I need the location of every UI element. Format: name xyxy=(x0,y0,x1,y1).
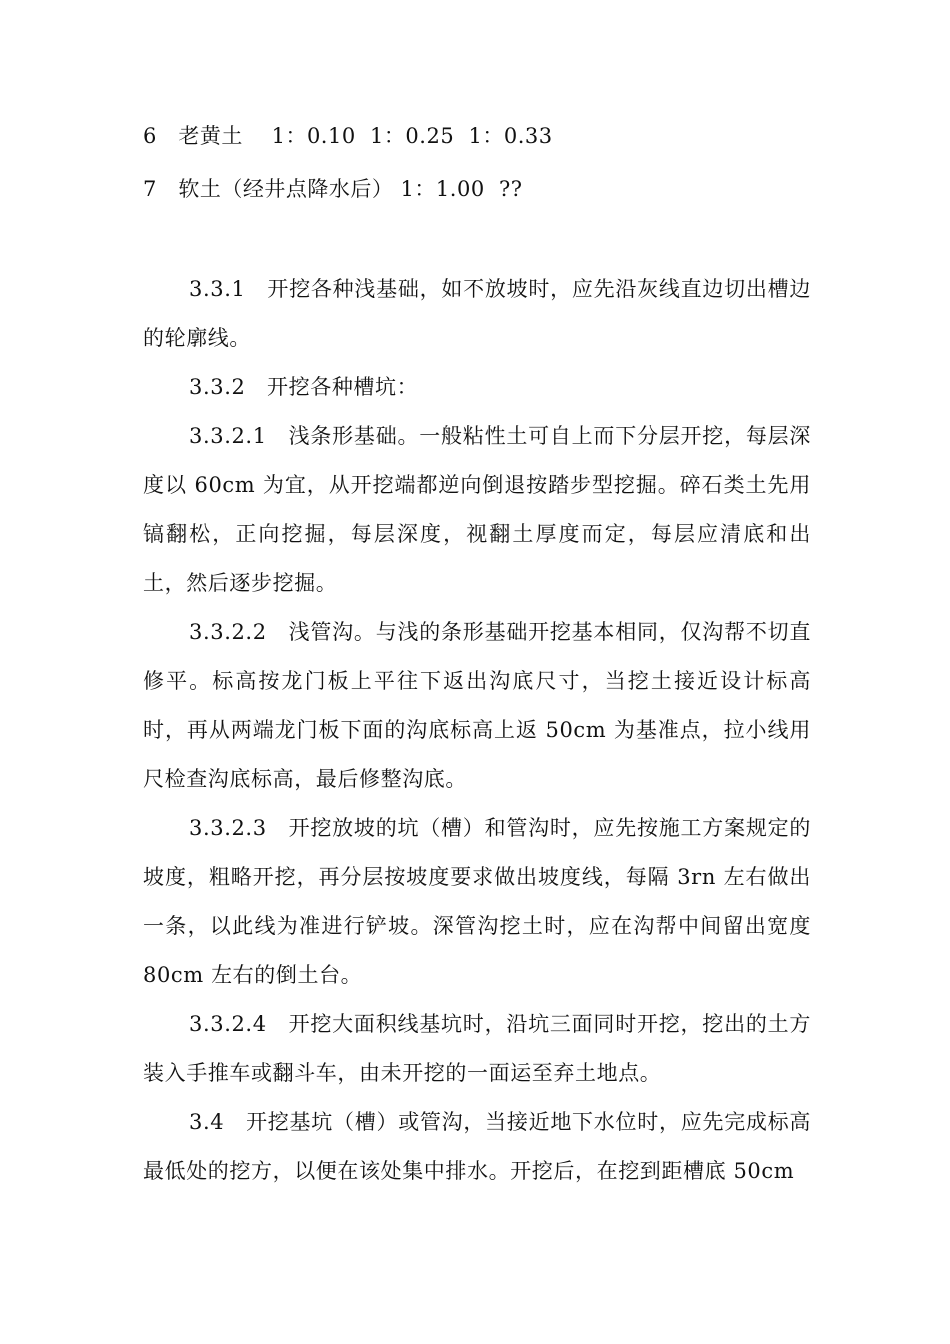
paragraph-3-3-2-2: 3.3.2.2 浅管沟。与浅的条形基础开挖基本相同，仅沟帮不切直修平。标高按龙门板上平往下返出沟底尺寸，当挖土接近设计标高时，再从两端龙门板下面的沟底标高上返 50cm 为基准点，拉小线用尺检查沟底标高，最后修整沟底。 xyxy=(143,620,811,791)
paragraph-3-3-1: 3.3.1 开挖各种浅基础，如不放坡时，应先沿灰线直边切出槽边的轮廓线。 xyxy=(143,277,811,350)
paragraph-3-3-2-4: 3.3.2.4 开挖大面积线基坑时，沿坑三面同时开挖，挖出的土方装入手推车或翻斗车，由未开挖的一面运至弃土地点。 xyxy=(143,1012,811,1085)
paragraph-3-4: 3.4 开挖基坑（槽）或管沟，当接近地下水位时，应先完成标高最低处的挖方，以便在该处集中排水。开挖后，在挖到距槽底 50cm xyxy=(143,1110,811,1183)
paragraph-3-3-2-3: 3.3.2.3 开挖放坡的坑（槽）和管沟时，应先按施工方案规定的坡度，粗略开挖，再分层按坡度要求做出坡度线，每隔 3rn 左右做出一条，以此线为准进行铲坡。深管沟挖土时，应在沟帮中间留出宽度 80cm 左右的倒土台。 xyxy=(143,816,811,987)
slope-table-row-7: 7 软土（经井点降水后） 1：1.00 ?? xyxy=(143,177,523,201)
paragraph-3-3-2: 3.3.2 开挖各种槽坑： xyxy=(189,375,419,399)
slope-table-row-6: 6 老黄土 1：0.10 1：0.25 1：0.33 xyxy=(143,124,553,148)
body-text xyxy=(143,265,811,1196)
paragraph-3-3-2-1: 3.3.2.1 浅条形基础。一般粘性土可自上而下分层开挖，每层深度以 60cm 为宜，从开挖端都逆向倒退按踏步型挖掘。碎石类土先用镐翻松，正向挖掘，每层深度，视翻土厚度而定，每层应清底和出土，然后逐步挖掘。 xyxy=(143,424,811,595)
